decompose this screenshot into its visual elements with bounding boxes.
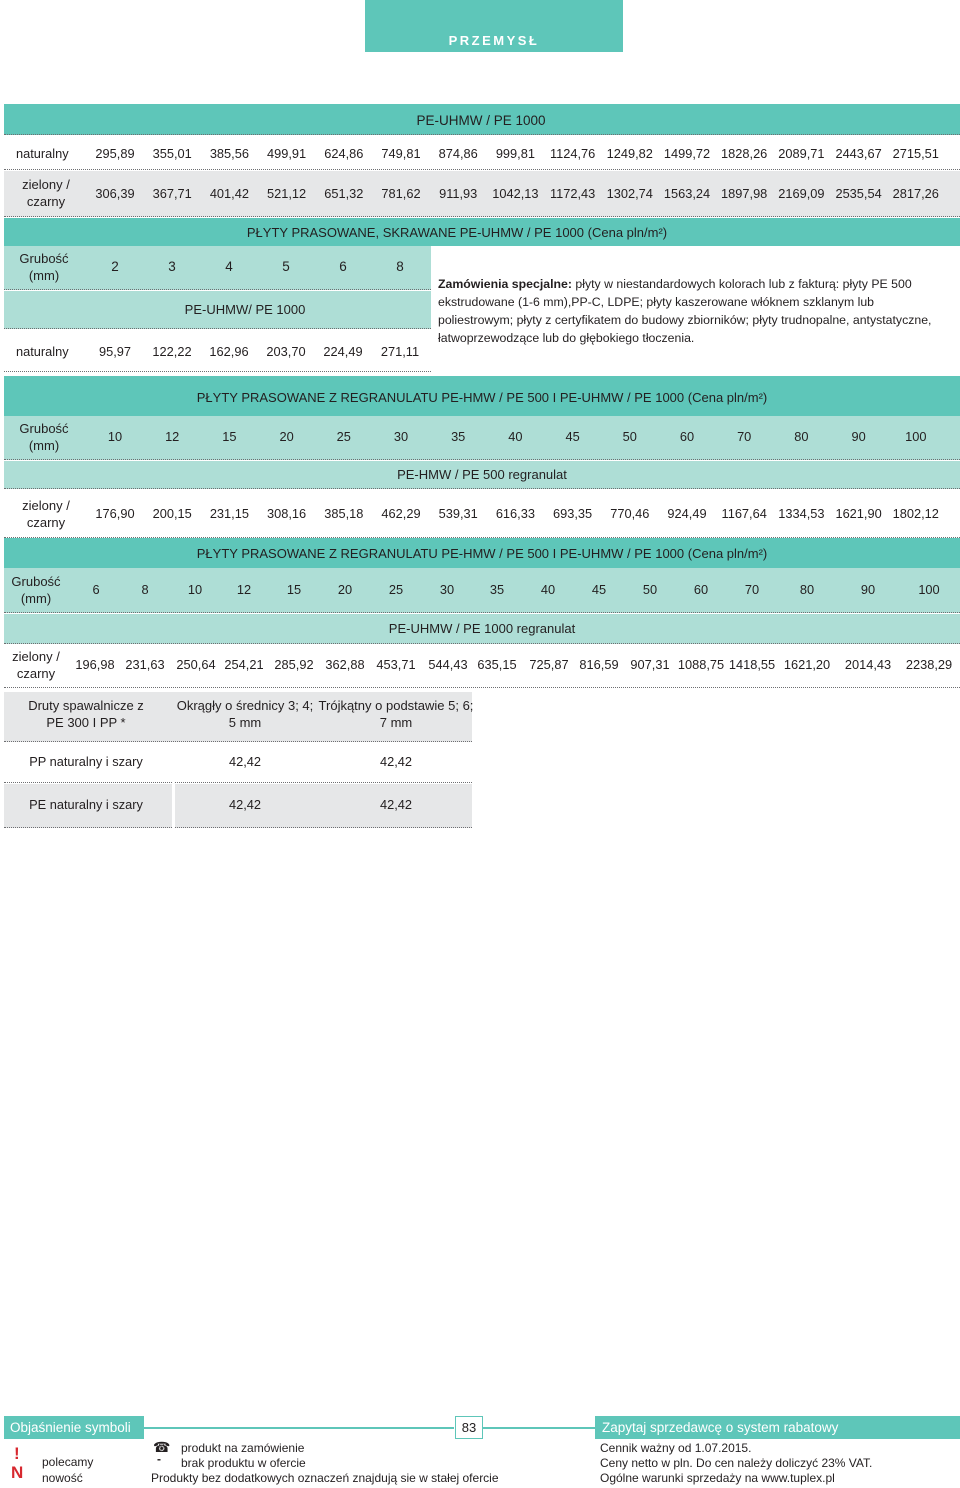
t4-cell: 2238,29 [905, 657, 953, 672]
mid-line [483, 1427, 595, 1429]
t4-thickness-cell: 12 [236, 582, 252, 597]
t2-row-label: naturalny [16, 344, 69, 359]
t4-thickness-cell: 8 [141, 582, 149, 597]
t3-title: PŁYTY PRASOWANE Z REGRANULATU PE-HMW / PE 500 I PE-UHMW / PE 1000 [196, 389, 685, 405]
t5-header-cell: Okrągły o średnicy 3; 4; 5 mm [176, 698, 314, 730]
t1-cell: 781,62 [381, 186, 421, 201]
t1-cell: 911,93 [439, 186, 478, 201]
terms-label: Ogólne warunki sprzedaży na www.tuplex.pl [600, 1471, 835, 1485]
t1-cell: 2443,67 [835, 146, 882, 161]
t1-cell: 1249,82 [606, 146, 653, 161]
t2-thickness-label: Grubość (mm) [19, 251, 69, 283]
t4-cell: 453,71 [376, 657, 416, 672]
t4-thickness-cell: 100 [918, 582, 940, 597]
t2-thickness-cell: 8 [396, 259, 404, 274]
t4-cell: 816,59 [579, 657, 619, 672]
t3-thickness-cell: 45 [565, 429, 580, 444]
t3-cell: 176,90 [95, 506, 135, 521]
t3-title-suffix: (Cena pln/m²) [687, 389, 768, 405]
t1-cell: 521,12 [267, 186, 307, 201]
t2-cell: 122,22 [152, 344, 192, 359]
t4-cell: 250,64 [176, 657, 216, 672]
t1-cell: 1172,43 [549, 186, 596, 201]
legend-bar [4, 1416, 144, 1439]
t4-cell: 907,31 [630, 657, 670, 672]
t3-cell: 308,16 [267, 506, 307, 521]
t5-row-label: PP naturalny i szary [29, 754, 143, 769]
t2-sub-row [4, 291, 431, 329]
t4-thickness-cell: 80 [799, 582, 815, 597]
t1-cell: 651,32 [324, 186, 364, 201]
t3-cell: 1167,64 [721, 506, 767, 521]
new-label: nowość [42, 1471, 83, 1485]
t3-cell: 539,31 [438, 506, 478, 521]
t4-sub: PE-UHMW / PE 1000 regranulat [388, 621, 576, 636]
t4-cell: 1418,55 [728, 657, 776, 672]
t4-thickness-cell: 40 [540, 582, 556, 597]
t4-row-label: zielony / czarny [12, 649, 60, 681]
t1-cell: 999,81 [495, 146, 535, 161]
t1-cell: 1563,24 [663, 186, 711, 201]
t4-cell: 196,98 [75, 657, 115, 672]
net-label: Ceny netto w pln. Do cen należy doliczyć 23% VAT. [600, 1456, 873, 1470]
t5-divider [172, 743, 175, 828]
t4-cell: 231,63 [125, 657, 165, 672]
t2-note-text: płyty w niestandardowych kolorach lub z fakturą: płyty PE 500 ekstrudowane (1-6 mm),PP-C, LDPE; płyty kaszerowane włóknem szklanym lub poliestrowym; płyty z certyfikatem do budowy zbiorników; płyty trudnopalne, antystatyczne, łatwoprzewodzące lub do głębokiego tłoczenia. [438, 277, 932, 345]
t3-thickness-cell: 30 [393, 429, 409, 444]
t5-cell: 42,42 [228, 797, 262, 812]
t2-thickness-cell: 3 [168, 259, 176, 274]
t4-thickness-cell: 35 [489, 582, 505, 597]
t1-cell: 749,81 [381, 146, 421, 161]
t3-thickness-label: Grubość (mm) [19, 421, 69, 453]
t2-cell: 162,96 [209, 344, 249, 359]
t1-cell: 1124,76 [549, 146, 596, 161]
phone-icon: ☎ [153, 1439, 171, 1455]
section-tab [365, 0, 623, 52]
t4-thickness-cell: 70 [744, 582, 760, 597]
t1-cell: 1499,72 [663, 146, 711, 161]
t4-title-suffix: (Cena pln/m²) [687, 545, 768, 561]
t3-thickness-cell: 10 [107, 429, 123, 444]
t3-row-label: zielony / czarny [22, 498, 70, 530]
t1-cell: 499,91 [267, 146, 307, 161]
t4-thickness-cell: 30 [439, 582, 455, 597]
t4-header [4, 538, 960, 568]
t1-cell: 1828,26 [721, 146, 768, 161]
t5-header-cell: Trójkątny o podstawie 5; 6; 7 mm [318, 698, 474, 730]
t3-thickness-cell: 70 [737, 429, 752, 444]
t3-sub: PE-HMW / PE 500 regranulat [397, 467, 567, 482]
t4-thickness-cell: 25 [388, 582, 404, 597]
t4-cell: 254,21 [224, 657, 264, 672]
t3-cell: 385,18 [324, 506, 364, 521]
t3-thickness-cell: 90 [851, 429, 866, 444]
t3-sub-row [4, 461, 960, 489]
t1-cell: 2535,54 [835, 186, 882, 201]
new-icon: N [11, 1463, 24, 1482]
t1-label-natural: naturalny [16, 146, 69, 161]
t4-thickness-cell: 50 [642, 582, 658, 597]
t1-cell: 624,86 [324, 146, 364, 161]
t3-cell: 924,49 [667, 506, 707, 521]
t1-cell: 367,71 [152, 186, 192, 201]
t2-thickness-cell: 6 [339, 259, 347, 274]
t1-cell: 2817,26 [892, 186, 939, 201]
t4-thickness-cell: 45 [591, 582, 607, 597]
t1-label-green: zielony / czarny [22, 177, 70, 209]
discount-bar [595, 1416, 960, 1439]
t2-thickness-cell: 4 [225, 259, 233, 274]
t3-thickness-cell: 20 [279, 429, 294, 444]
t4-thickness-cell: 20 [337, 582, 353, 597]
t5-cell: 42,42 [379, 754, 413, 769]
t1-cell: 306,39 [95, 186, 135, 201]
t4-cell: 635,15 [477, 657, 517, 672]
t1-cell: 1042,13 [492, 186, 539, 201]
t3-cell: 1334,53 [778, 506, 825, 521]
t3-cell: 770,46 [610, 506, 650, 521]
t1-cell: 385,56 [209, 146, 249, 161]
t5-header-cell: Druty spawalnicze z PE 300 I PP * [28, 698, 144, 730]
t3-thickness-cell: 35 [451, 429, 466, 444]
t3-header [4, 376, 960, 416]
t2-title-suffix: (Cena pln/m²) [587, 224, 668, 240]
t1-cell: 355,01 [152, 146, 192, 161]
t2-cell: 203,70 [266, 344, 306, 359]
t4-cell: 285,92 [274, 657, 314, 672]
t4-cell: 362,88 [325, 657, 365, 672]
t3-cell: 1802,12 [892, 506, 939, 521]
t4-cell: 2014,43 [844, 657, 892, 672]
recommended-label: polecamy [42, 1455, 94, 1469]
t2-cell: 95,97 [98, 344, 132, 359]
t3-cell: 1621,90 [835, 506, 882, 521]
t3-thickness-cell: 50 [622, 429, 637, 444]
t3-cell: 231,15 [209, 506, 249, 521]
t3-cell: 616,33 [495, 506, 535, 521]
t2-thickness-cell: 5 [282, 259, 290, 274]
t2-thickness-cell: 2 [111, 259, 119, 274]
t3-thickness-cell: 40 [508, 429, 523, 444]
legend-title: Objaśnienie symboli [10, 1420, 131, 1435]
t3-thickness-cell: 80 [794, 429, 809, 444]
t3-thickness-cell: 25 [336, 429, 351, 444]
t2-note-bold: Zamówienia specjalne: [438, 277, 572, 291]
t2-sub: PE-UHMW/ PE 1000 [184, 302, 306, 317]
t4-cell: 544,43 [428, 657, 468, 672]
legend-line [144, 1427, 454, 1429]
t1-header [4, 104, 960, 135]
t4-thickness-cell: 10 [187, 582, 203, 597]
t4-cell: 1621,20 [783, 657, 831, 672]
t5-cell: 42,42 [228, 754, 262, 769]
t4-title: PŁYTY PRASOWANE Z REGRANULATU PE-HMW / PE 500 I PE-UHMW / PE 1000 [196, 545, 685, 561]
valid-label: Cennik ważny od 1.07.2015. [600, 1441, 752, 1455]
t4-cell: 725,87 [529, 657, 569, 672]
t2-cell: 224,49 [323, 344, 363, 359]
t5-cell: 42,42 [379, 797, 413, 812]
t4-cell: 1088,75 [677, 657, 725, 672]
page-number: 83 [461, 1420, 477, 1435]
t1-cell: 295,89 [95, 146, 135, 161]
discount-text: Zapytaj sprzedawcę o system rabatowy [602, 1420, 839, 1435]
t2-note [438, 275, 948, 347]
t1-cell: 1897,98 [721, 186, 768, 201]
t1-title: PE-UHMW / PE 1000 [416, 113, 546, 128]
section-title: PRZEMYSŁ [448, 32, 540, 48]
t4-thickness-cell: 15 [286, 582, 302, 597]
t4-thickness-cell: 60 [693, 582, 709, 597]
t4-thickness-label: Grubość (mm) [11, 574, 61, 606]
t3-thickness-cell: 100 [905, 429, 927, 444]
t3-thickness-cell: 15 [222, 429, 237, 444]
t1-cell: 1302,74 [606, 186, 653, 201]
t3-thickness-cell: 60 [679, 429, 695, 444]
t5-row-label: PE naturalny i szary [29, 797, 143, 812]
t1-cell: 401,42 [209, 186, 249, 201]
t2-header [4, 218, 960, 246]
standard-label: Produkty bez dodatkowych oznaczeń znajdują sie w stałej ofercie [151, 1471, 499, 1485]
t2-cell: 271,11 [380, 344, 420, 359]
dash-icon: - [157, 1452, 161, 1466]
t3-thickness-cell: 12 [165, 429, 180, 444]
no-product-label: brak produktu w ofercie [181, 1456, 306, 1470]
t4-thickness-cell: 90 [860, 582, 876, 597]
on-order-label: produkt na zamówienie [181, 1441, 305, 1455]
t1-cell: 2169,09 [778, 186, 825, 201]
page-number-box [455, 1416, 483, 1439]
recommended-icon: ! [14, 1444, 20, 1463]
t4-thickness-cell: 6 [92, 582, 100, 597]
t4-sub-row [4, 614, 960, 644]
t1-cell: 2089,71 [778, 146, 825, 161]
t2-title: PŁYTY PRASOWANE, SKRAWANE PE-UHMW / PE 1000 [246, 224, 585, 240]
t1-cell: 2715,51 [892, 146, 939, 161]
t3-cell: 693,35 [553, 506, 593, 521]
t1-cell: 874,86 [438, 146, 478, 161]
t3-cell: 200,15 [152, 506, 192, 521]
t3-cell: 462,29 [381, 506, 421, 521]
